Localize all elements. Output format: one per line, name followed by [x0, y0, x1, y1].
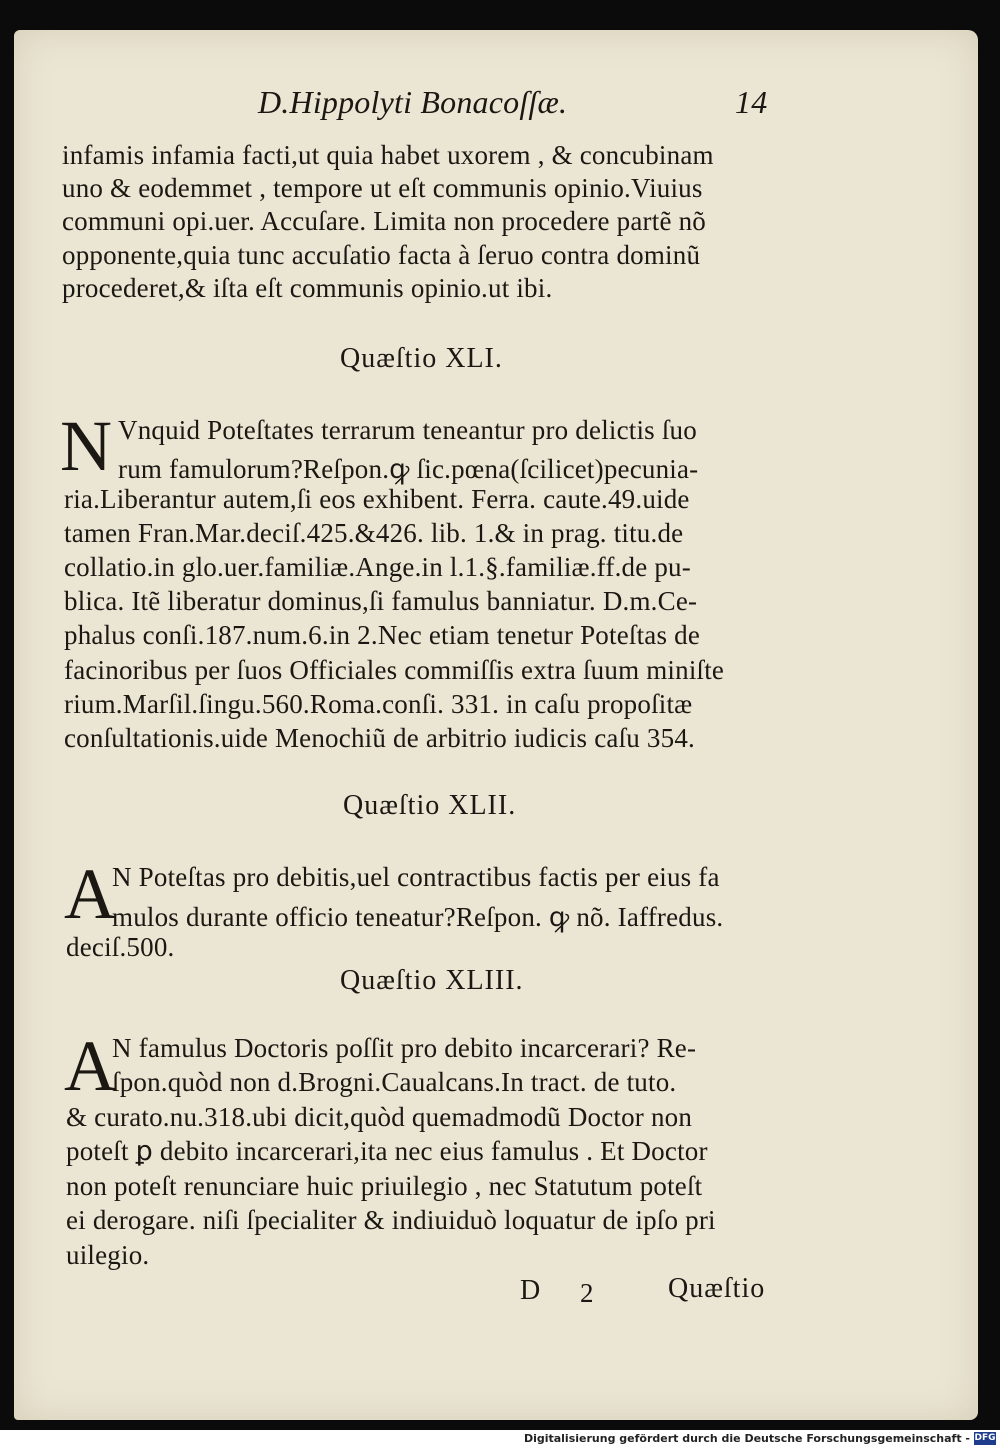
- drop-cap-n: N: [60, 406, 112, 486]
- text-line: tamen Fran.Mar.deciſ.425.&426. lib. 1.& in prag. titu.de: [64, 518, 684, 548]
- text-line: poteſt ꝑ debito incarcerari,ita nec eius famulus . Et Doctor: [66, 1136, 708, 1166]
- text-line: & curato.nu.318.ubi dicit,quòd quemadmodũ Doctor non: [66, 1102, 693, 1132]
- text-line: deciſ.500.: [66, 932, 175, 962]
- catchword: Quæſtio: [668, 1273, 766, 1304]
- question-heading-41: Quæſtio XLI.: [340, 343, 503, 374]
- text-line: rum famulorum?Reſpon.ꝙ ſic.pœna(ſcilicet)pecunia-: [118, 454, 699, 484]
- text-line: infamis infamia facti,ut quia habet uxorem , & concubinam: [62, 140, 714, 170]
- running-title: D.Hippolyti Bonacoſſæ.: [258, 84, 568, 120]
- question-heading-43: Quæſtio XLIII.: [340, 965, 524, 996]
- text-line: facinoribus per ſuos Officiales commiſſis extra ſuum miniſte: [64, 655, 725, 685]
- text-line: ei derogare. niſi ſpecialiter & indiuiduò loquatur de ipſo pri: [66, 1205, 716, 1235]
- text-line: opponente,quia tunc accuſatio facta à ſeruo contra dominũ: [62, 240, 701, 270]
- text-line: uno & eodemmet , tempore ut eſt communis opinio.Viuius: [62, 173, 703, 203]
- text-line: mulos durante officio teneatur?Reſpon. ꝙ nõ. Iaffredus.: [112, 902, 724, 932]
- text-line: blica. Itẽ liberatur dominus,ſi famulus banniatur. D.m.Ce-: [64, 586, 698, 616]
- text-line: conſultationis.uide Menochiũ de arbitrio iudicis caſu 354.: [64, 723, 695, 753]
- text-line: N Poteſtas pro debitis,uel contractibus factis per eius fa: [112, 862, 720, 892]
- drop-cap-a: A: [64, 1026, 116, 1106]
- text-line: communi opi.uer. Accuſare. Limita non procedere partẽ nõ: [62, 206, 706, 236]
- drop-cap-a: A: [64, 854, 116, 934]
- text-line: N famulus Doctoris poſſit pro debito incarcerari? Re-: [112, 1033, 697, 1063]
- text-line: phalus conſi.187.num.6.in 2.Nec etiam tenetur Poteſtas de: [64, 620, 701, 650]
- text-line: uilegio.: [66, 1240, 150, 1270]
- text-line: non poteſt renunciare huic priuilegio , nec Statutum poteſt: [66, 1171, 703, 1201]
- question-heading-42: Quæſtio XLII.: [343, 790, 517, 821]
- text-line: rium.Marſil.ſingu.560.Roma.conſi. 331. in caſu propoſitæ: [64, 689, 693, 719]
- text-line: collatio.in glo.uer.familiæ.Ange.in l.1.§.familiæ.ff.de pu-: [64, 552, 691, 582]
- text-line: Vnquid Poteſtates terrarum teneantur pro delictis ſuo: [118, 415, 697, 445]
- dfg-logo-icon: DFG: [974, 1433, 996, 1443]
- text-line: ſpon.quòd non d.Brogni.Caualcans.In tract. de tuto.: [112, 1067, 677, 1097]
- signature-number: 2: [580, 1278, 594, 1308]
- text-line: ria.Liberantur autem,ſi eos exhibent. Ferra. caute.49.uide: [64, 484, 690, 514]
- folio-number: 14: [735, 84, 768, 120]
- digitization-credit: Digitalisierung gefördert durch die Deutsche Forschungsgemeinschaft -: [523, 1432, 970, 1445]
- text-line: procederet,& iſta eſt communis opinio.ut ibi.: [62, 273, 553, 303]
- signature-mark: D: [520, 1275, 542, 1306]
